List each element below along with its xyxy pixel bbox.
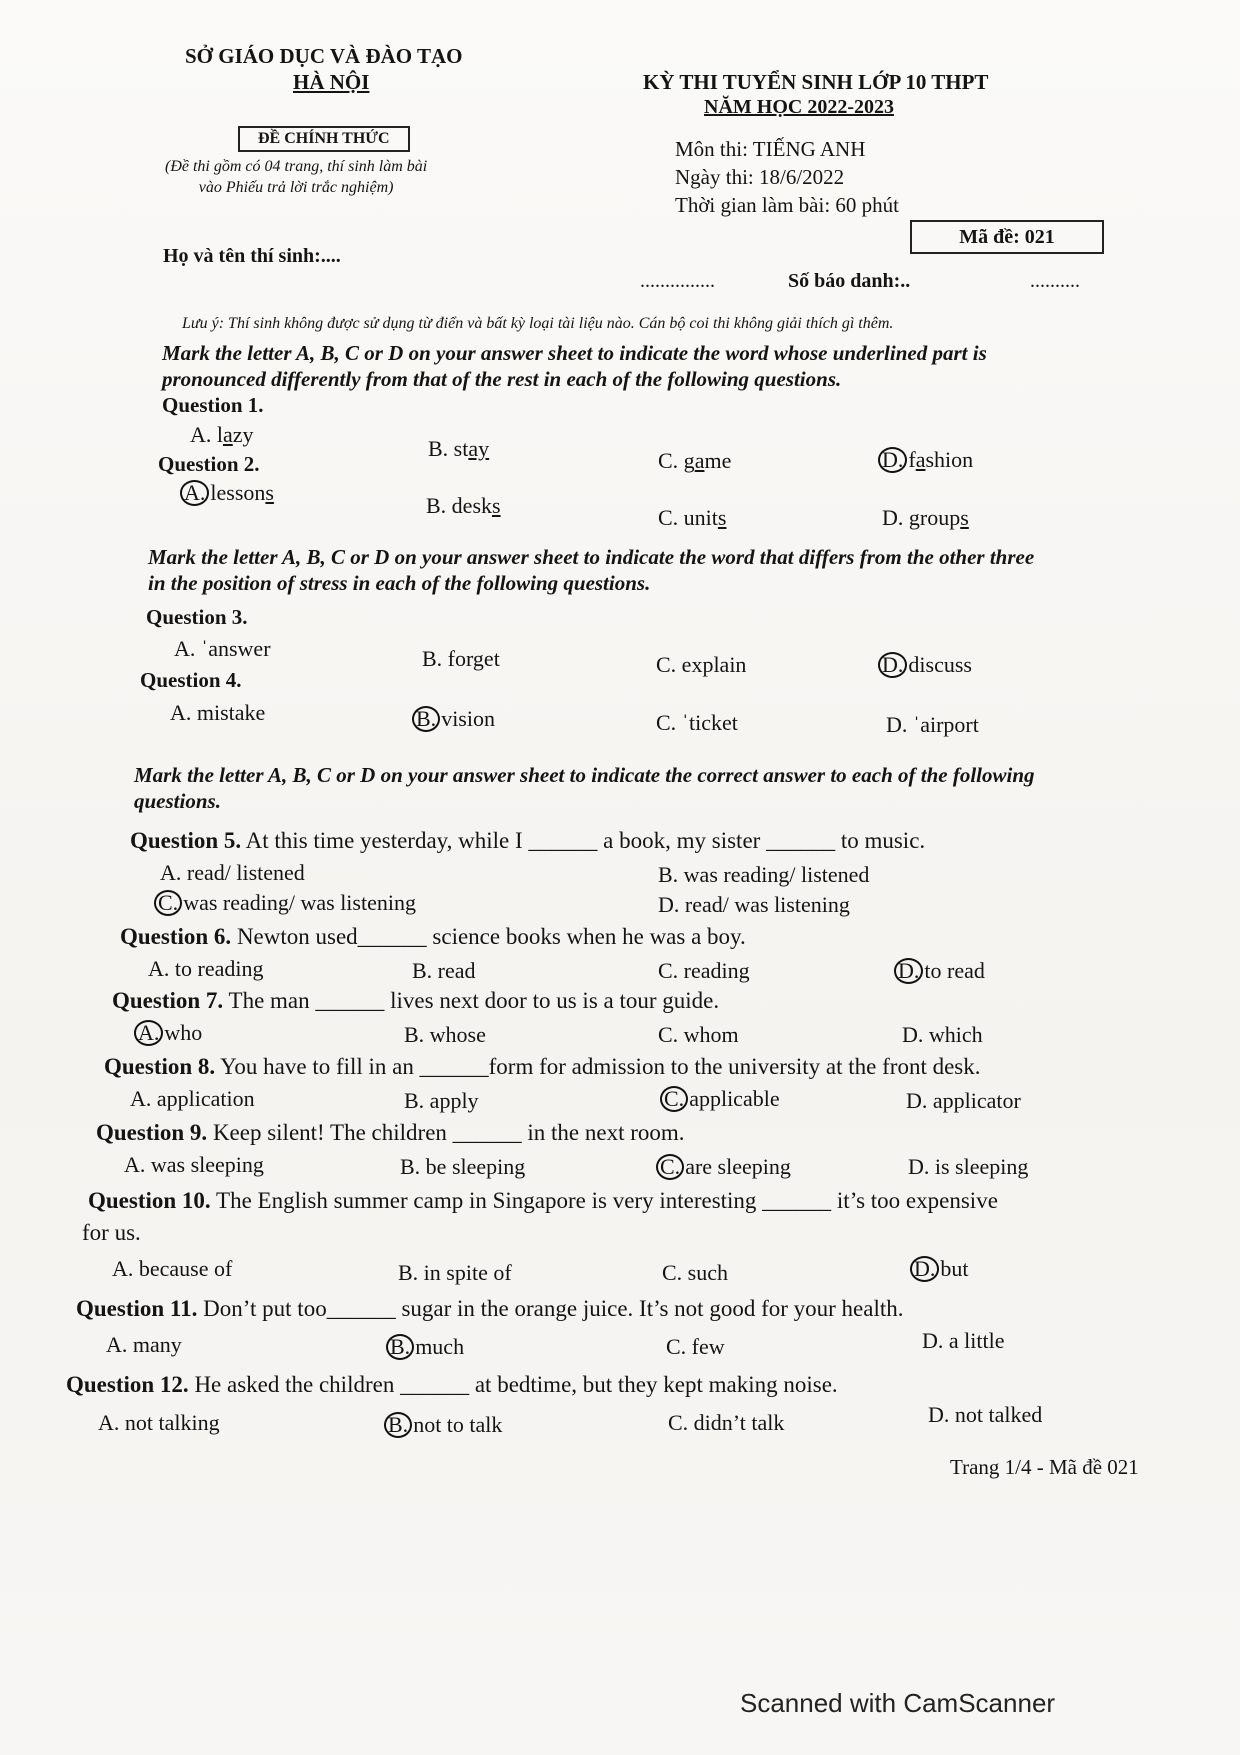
answer-circle-mark: C. [154, 890, 182, 916]
question-3-option-a: A. ˈanswer [174, 636, 271, 661]
question-2-option-a: A. lessons [180, 480, 274, 506]
instruction-line: in the position of stress in each of the following questions. [148, 571, 651, 595]
section1-instruction [162, 340, 987, 392]
school-year: NĂM HỌC 2022-2023 [704, 96, 894, 118]
answer-circle-mark: B. [384, 1412, 412, 1438]
question-7-stem: Question 7. The man ______ lives next door to us is a tour guide. [112, 988, 720, 1013]
answer-circle-mark: B. [386, 1334, 414, 1360]
section2-instruction [148, 544, 1034, 596]
question-12-option-c: C. didn’t talk [668, 1410, 785, 1435]
answer-circle-mark: A. [134, 1020, 163, 1046]
question-12-stem: Question 12. He asked the children ______ at bedtime, but they kept making noise. [66, 1372, 838, 1397]
answer-circle-mark: D. [894, 958, 923, 984]
question-2-option-d: D. groups [882, 505, 969, 530]
answer-circle-mark: D. [910, 1256, 939, 1282]
answer-circle-mark: D. [878, 652, 907, 678]
question-1-option-b: B. stay [428, 436, 490, 461]
question-11-option-d: D. a little [922, 1328, 1005, 1353]
question-5-option-c: C. was reading/ was listening [154, 890, 416, 916]
question-8-option-c: C. applicable [660, 1086, 780, 1112]
question-1-option-d: D. fashion [878, 447, 973, 473]
question-11-option-c: C. few [666, 1334, 725, 1359]
question-2-option-c: C. units [658, 505, 727, 530]
question-3-option-b: B. forget [422, 646, 500, 671]
exam-title: KỲ THI TUYỂN SINH LỚP 10 THPT [643, 70, 989, 94]
candidate-number-field: Số báo danh:.. [788, 270, 911, 292]
question-10-stem-continued: for us. [82, 1220, 141, 1245]
question-9-option-a: A. was sleeping [124, 1152, 264, 1177]
answer-circle-mark: D. [878, 447, 907, 473]
question-3-option-d: D. discuss [878, 652, 972, 678]
dotted-line: ............... [640, 270, 715, 292]
question-9-option-d: D. is sleeping [908, 1154, 1029, 1179]
question-4-option-c: C. ˈticket [656, 710, 738, 735]
question-2-option-b: B. desks [426, 493, 501, 518]
question-10-stem: Question 10. The English summer camp in Singapore is very interesting ______ it’s too expensive [88, 1188, 998, 1213]
question-10-option-c: C. such [662, 1260, 728, 1285]
question-7-option-b: B. whose [404, 1022, 486, 1047]
question-5-option-b: B. was reading/ listened [658, 862, 870, 887]
question-3-label: Question 3. [146, 605, 248, 629]
ministry-name: SỞ GIÁO DỤC VÀ ĐÀO TẠO [185, 44, 463, 68]
official-note-line-2: vào Phiếu trả lời trắc nghiệm) [198, 179, 394, 196]
scanner-watermark: Scanned with CamScanner [740, 1688, 1056, 1718]
question-8-stem: Question 8. You have to fill in an ______form for admission to the university at the front desk. [104, 1054, 981, 1079]
question-9-stem: Question 9. Keep silent! The children ______ in the next room. [96, 1120, 685, 1145]
question-9-option-b: B. be sleeping [400, 1154, 526, 1179]
question-1-option-c: C. game [658, 448, 732, 473]
question-10-option-a: A. because of [112, 1256, 233, 1281]
question-12-option-b: B. not to talk [384, 1412, 502, 1438]
exam-date: Ngày thi: 18/6/2022 [675, 165, 845, 189]
question-9-option-c: C. are sleeping [656, 1154, 791, 1180]
instruction-line: pronounced differently from that of the rest in each of the following questions. [162, 367, 842, 391]
question-4-option-a: A. mistake [170, 700, 266, 725]
instruction-line: Mark the letter A, B, C or D on your answer sheet to indicate the word whose underlined part is [162, 341, 987, 365]
official-label: ĐỀ CHÍNH THỨC [238, 126, 410, 152]
answer-circle-mark: C. [660, 1086, 688, 1112]
question-4-option-d: D. ˈairport [886, 712, 979, 737]
question-5-stem: Question 5. At this time yesterday, while I ______ a book, my sister ______ to music. [130, 828, 926, 853]
official-note [165, 156, 427, 198]
question-1-label: Question 1. [162, 393, 264, 417]
instruction-line: Mark the letter A, B, C or D on your answer sheet to indicate the correct answer to each of the following [134, 763, 1035, 787]
question-4-label: Question 4. [140, 668, 242, 692]
question-1-option-a: A. lazy [190, 422, 254, 447]
question-2-label: Question 2. [158, 452, 260, 476]
question-5-option-a: A. read/ listened [160, 860, 305, 885]
question-11-stem: Question 11. Don’t put too______ sugar in the orange juice. It’s not good for your health. [76, 1296, 904, 1321]
question-5-option-d: D. read/ was listening [658, 892, 850, 917]
city-name: HÀ NỘI [293, 70, 370, 94]
question-8-option-d: D. applicator [906, 1088, 1021, 1113]
question-6-option-c: C. reading [658, 958, 750, 983]
question-12-option-a: A. not talking [98, 1410, 220, 1435]
subject: Môn thi: TIẾNG ANH [675, 137, 866, 161]
candidate-name-field: Họ và tên thí sinh:.... [163, 245, 341, 267]
instruction-line: questions. [134, 789, 221, 813]
question-6-option-d: D. to read [894, 958, 985, 984]
question-3-option-c: C. explain [656, 652, 747, 677]
question-6-option-a: A. to reading [148, 956, 264, 981]
question-7-option-c: C. whom [658, 1022, 739, 1047]
instruction-line: Mark the letter A, B, C or D on your answer sheet to indicate the word that differs from the other three [148, 545, 1035, 569]
question-4-option-b: B. vision [412, 706, 495, 732]
question-7-option-a: A. who [134, 1020, 202, 1046]
question-6-stem: Question 6. Newton used______ science books when he was a boy. [120, 924, 746, 949]
answer-circle-mark: B. [412, 706, 440, 732]
question-12-option-d: D. not talked [928, 1402, 1043, 1427]
answer-circle-mark: A. [180, 480, 209, 506]
answer-circle-mark: C. [656, 1154, 684, 1180]
exam-code: Mã đề: 021 [910, 220, 1104, 254]
exam-duration: Thời gian làm bài: 60 phút [675, 193, 899, 217]
question-8-option-b: B. apply [404, 1088, 479, 1113]
dotted-line: .......... [1030, 270, 1080, 292]
exam-note: Lưu ý: Thí sinh không được sử dụng từ điển và bất kỳ loại tài liệu nào. Cán bộ coi thi không giải thích gì thêm. [182, 315, 894, 332]
question-7-option-d: D. which [902, 1022, 983, 1047]
section3-instruction [134, 762, 1035, 814]
question-11-option-a: A. many [106, 1332, 182, 1357]
question-8-option-a: A. application [130, 1086, 255, 1111]
page-number: Trang 1/4 - Mã đề 021 [950, 1455, 1139, 1479]
question-6-option-b: B. read [412, 958, 476, 983]
question-10-option-d: D. but [910, 1256, 969, 1282]
question-10-option-b: B. in spite of [398, 1260, 512, 1285]
question-11-option-b: B. much [386, 1334, 464, 1360]
official-note-line-1: (Đề thi gồm có 04 trang, thí sinh làm bài [165, 158, 428, 175]
